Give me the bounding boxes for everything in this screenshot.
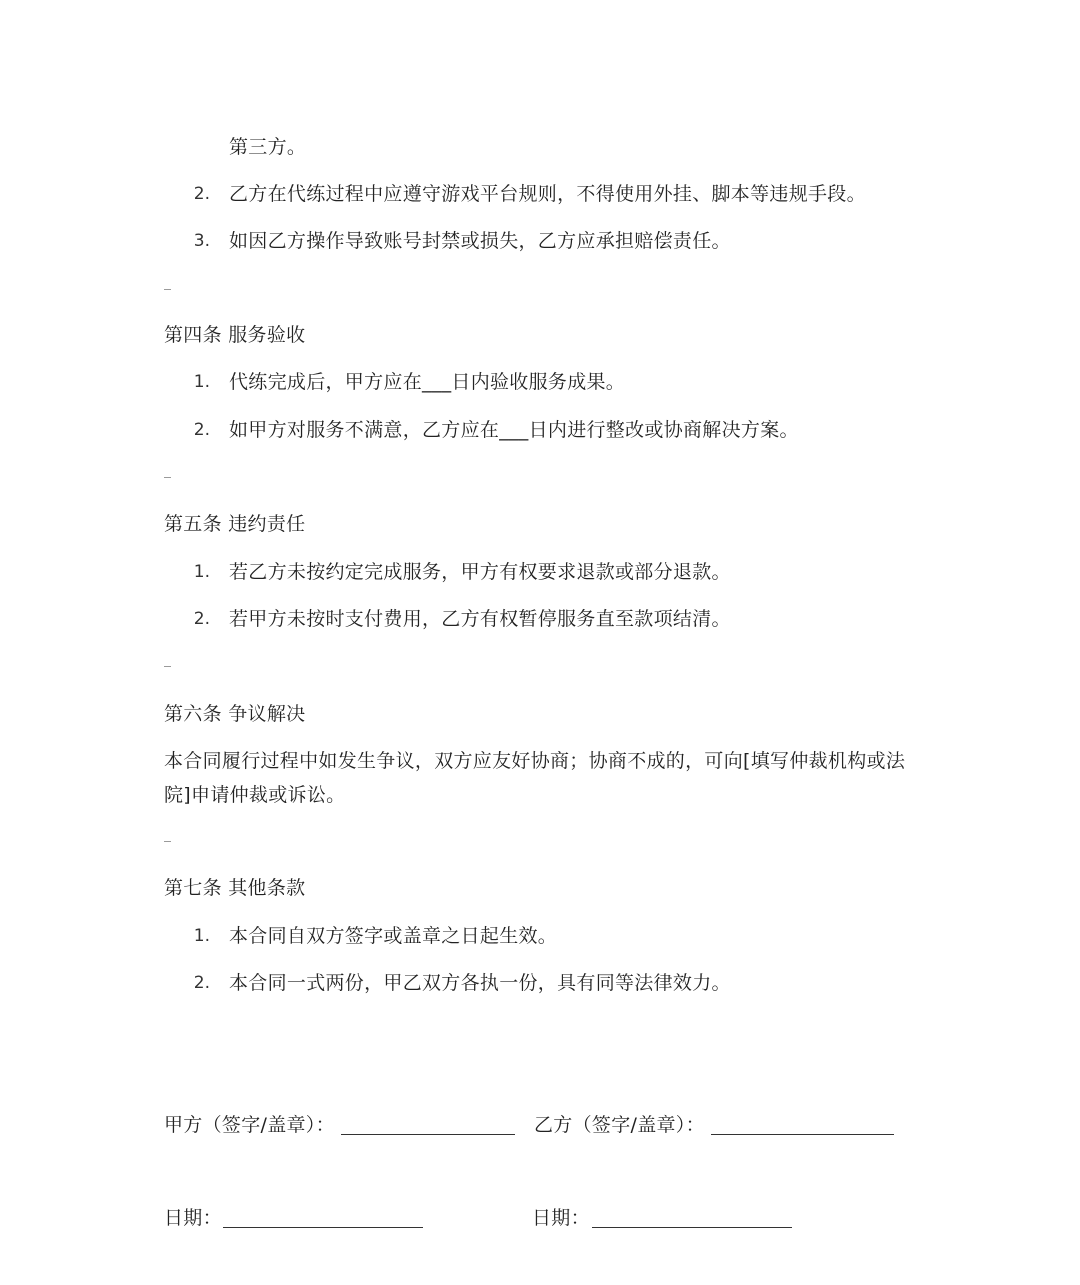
continuation-text: 第三方。 [229, 136, 307, 158]
section-heading: 第六条 争议解决 [164, 703, 306, 725]
section-heading: 第四条 服务验收 [164, 324, 306, 346]
section-heading: 第五条 违约责任 [164, 513, 306, 535]
list-item: 本合同自双方签字或盖章之日起生效。 [229, 925, 558, 947]
list-number: 1. [193, 562, 210, 582]
list-item: 如甲方对服务不满意，乙方应在___日内进行整改或协商解决方案。 [229, 419, 799, 441]
party-b-date-label: 日期： [532, 1207, 590, 1229]
party-b-date-blank [592, 1227, 792, 1228]
list-item: 若甲方未按时支付费用，乙方有权暂停服务直至款项结清。 [229, 608, 731, 630]
party-b-signature-blank [711, 1134, 894, 1135]
section-heading: 第七条 其他条款 [164, 877, 306, 899]
section-divider [164, 289, 171, 290]
list-item: 乙方在代练过程中应遵守游戏平台规则，不得使用外挂、脚本等违规手段。 [229, 183, 866, 205]
list-item: 如因乙方操作导致账号封禁或损失，乙方应承担赔偿责任。 [229, 230, 731, 252]
list-number: 1. [193, 926, 210, 946]
section-divider [164, 666, 171, 667]
list-number: 1. [193, 372, 210, 392]
list-number: 3. [193, 231, 210, 251]
list-number: 2. [193, 184, 210, 204]
party-a-date-blank [223, 1227, 423, 1228]
party-a-date-label: 日期： [164, 1207, 222, 1229]
list-item: 若乙方未按约定完成服务，甲方有权要求退款或部分退款。 [229, 561, 731, 583]
list-number: 2. [193, 609, 210, 629]
party-a-signature-blank [341, 1134, 515, 1135]
section-divider [164, 841, 171, 842]
list-number: 2. [193, 420, 210, 440]
party-b-signature-label: 乙方（签字/盖章）： [534, 1114, 705, 1136]
list-number: 2. [193, 973, 210, 993]
paragraph: 本合同履行过程中如发生争议，双方应友好协商；协商不成的，可向[填写仲裁机构或法院]申请仲裁或诉讼。 [164, 750, 906, 806]
list-item: 代练完成后，甲方应在___日内验收服务成果。 [229, 371, 626, 393]
party-a-signature-label: 甲方（签字/盖章）： [164, 1114, 335, 1136]
list-item: 本合同一式两份，甲乙双方各执一份，具有同等法律效力。 [229, 972, 731, 994]
section-divider [164, 477, 171, 478]
